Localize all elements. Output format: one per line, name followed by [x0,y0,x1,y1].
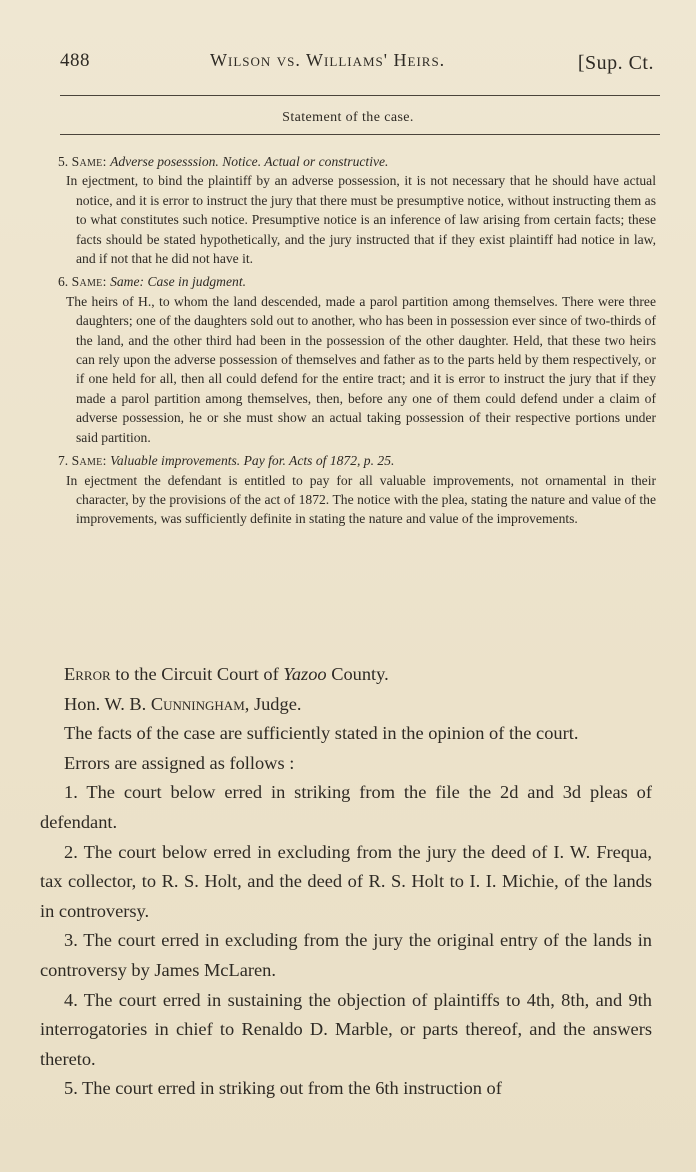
error-item-4: 4. The court erred in sustaining the objection of plaintiffs to 4th, 8th, and 9th interrogatories in chief to Renaldo D. Marble, or parts thereof, and the answers thereto. [40,989,652,1069]
court-reference: [Sup. Ct. [577,52,654,74]
error-line-text: to the Circuit Court of [110,664,284,684]
judge-suffix: , Judge. [244,693,302,714]
headnote-7 [58,451,656,529]
running-title: Wilson vs. Williams' Heirs. [210,50,446,70]
error-item-5: 5. The court erred in striking out from the 6th instruction of [64,1078,502,1099]
headnote-subtitle: Valuable improvements. Pay for. Acts of 1872, p. 25. [110,453,395,469]
facts-paragraph: The facts of the case are sufficiently stated in the opinion of the court. [64,723,579,744]
headnote-topic: Same: [71,453,107,469]
opinion-body [40,660,652,1104]
headnote-topic: Same: [71,154,107,169]
headnote-text: In ejectment, to bind the plaintiff by an adverse possession, it is not necessary that he should have actual notice, and it is error to instruct the jury that there must be presumptive notice, without instructing them as to what constitutes such notice. Presumptive notice is an inference of law arising from certain facts; these facts should be stated hypothetically, and the jury instructed that if they exist plaintiff had notice in law, and if not that he did not have it. [66,173,656,267]
county-name: Yazoo [283,664,327,684]
error-item-3: 3. The court erred in excluding from the jury the original entry of the lands in controversy by James McLaren. [40,930,652,980]
headnote-heading [58,451,656,470]
headnote-topic: Same: [71,274,107,290]
error-item-2: 2. The court below erred in excluding from the jury the deed of I. W. Frequa, tax collector, to R. S. Holt, and the deed of R. S. Holt to I. I. Michie, of the lands in controversy. [40,841,652,921]
headnote-6 [58,272,656,447]
judge-prefix: Hon. W. B. [64,693,151,714]
errors-intro: Errors are assigned as follows : [64,752,295,773]
headnote-number: 5. [58,154,69,169]
error-to-court-line [40,660,652,690]
headnote-subtitle: Adverse posesssion. Notice. Actual or constructive. [110,154,389,169]
headnote-heading [58,272,656,291]
running-head [60,46,654,76]
headnote-subtitle: Same: Case in judgment. [110,274,246,290]
header-rule-bottom [60,134,660,135]
page-number: 488 [60,50,90,71]
headnote-text: The heirs of H., to whom the land descended, made a parol partition among themselves. There were three daughters; one of the daughters sold out to another, who has been in possession ever since of two-thirds of the land, and the other third had been in the possession of the other daughter. Held, that these two heirs can rely upon the adverse possession of themselves and father as to the parts held by them respectively, or if one held for all, then all could defend for the entire tract; and it is error to instruct the jury that if they made a parol partition among themselves, then, before any one of them could defend under a claim of adverse possession, he or she must show an actual taking possession of their respective portions under said partition. [66,293,656,445]
judge-name: Cunningham [150,693,245,714]
headnote-text: In ejectment the defendant is entitled to pay for all valuable improvements, not ornamental in their character, by the provisions of the act of 1872. The notice with the plea, stating the nature and value of the improvements, was sufficiently definite in stating the nature and value of the improvements. [66,472,656,527]
judge-line [40,690,652,720]
headnote-number: 7. [58,453,69,469]
headnote-heading [58,152,656,171]
error-item-1: 1. The court below erred in striking from the file the 2d and 3d pleas of defendant. [40,782,652,832]
headnotes [58,152,656,533]
header-rule-top [60,95,660,96]
headnote-number: 6. [58,274,69,290]
section-subheading: Statement of the case. [282,110,414,125]
error-line-end: County. [326,664,389,684]
error-word: Error [64,664,111,684]
headnote-5 [58,152,656,268]
